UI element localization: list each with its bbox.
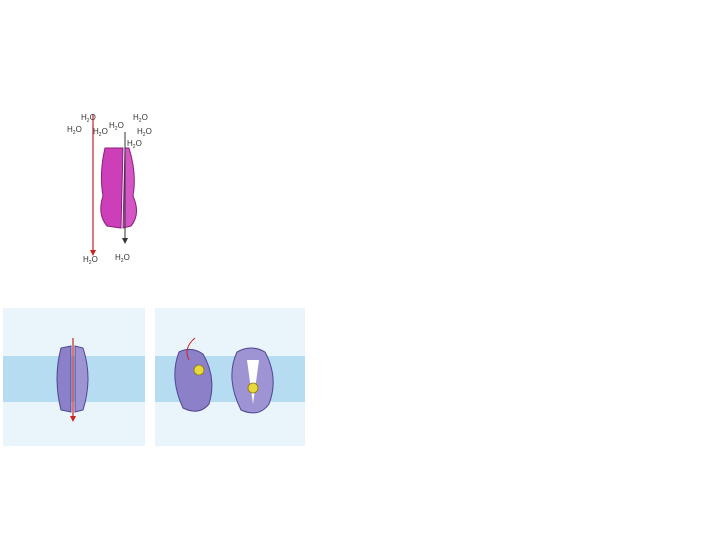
svg-text:H2O: $H_2O$: [115, 253, 130, 264]
svg-text:H2O: $H_2O$: [67, 125, 82, 136]
transport-proteins-paragraph: [325, 318, 720, 344]
svg-text:H2O: $H_2O$: [93, 127, 108, 138]
svg-text:H2O: $H_2O$: [133, 113, 148, 124]
svg-text:H2O: $H_2O$: [83, 255, 98, 266]
membrane-band-a: [3, 356, 145, 402]
transport-protein-figure: [3, 308, 311, 460]
svg-text:H2O: $H_2O$: [109, 121, 124, 132]
svg-text:H2O: $H_2O$: [137, 127, 152, 138]
channel-proteins-paragraph: [250, 140, 710, 166]
svg-text:H2O: $H_2O$: [127, 139, 142, 150]
channel-protein-figure: [33, 104, 213, 282]
pore-protein-left: [57, 346, 71, 412]
svg-text:H2O: $H_2O$: [81, 113, 96, 124]
channel-protein-shape: [101, 148, 123, 228]
